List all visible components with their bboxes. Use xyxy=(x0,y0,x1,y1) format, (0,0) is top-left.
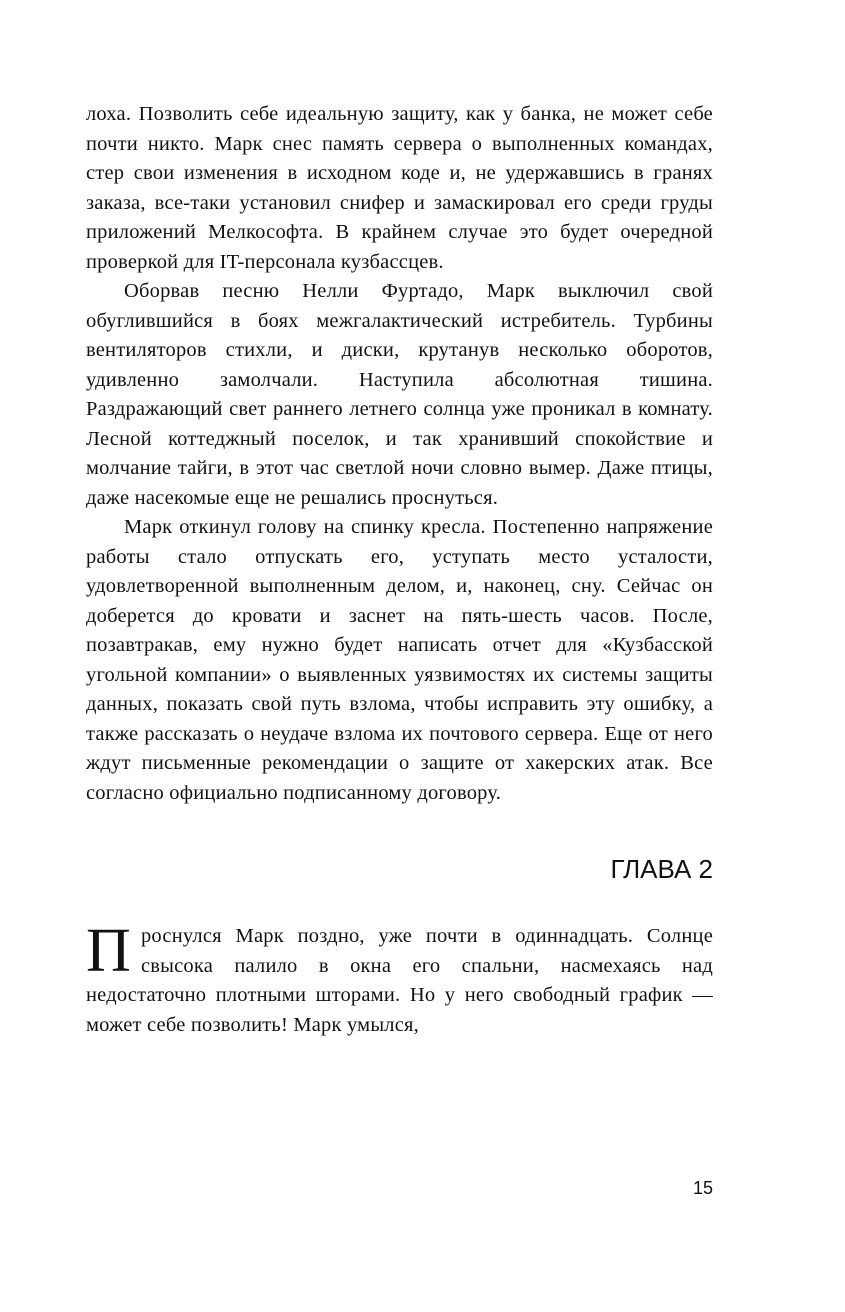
chapter-heading: ГЛАВА 2 xyxy=(610,854,713,884)
opening-paragraph-text: роснулся Марк поздно, уже почти в одиннадцать. Солнце свысока палило в окна его спальни, насмехаясь над недостаточно плотными шторами. Но у него свободный график — может себе позволить! Марк умылся, xyxy=(86,925,713,1036)
paragraph: Марк откинул голову на спинку кресла. Постепенно напряжение работы стало отпускать его, уступать место усталости, удовлетворенной выполненным делом, и, наконец, сну. Сейчас он доберется до кровати и заснет на пять-шесть часов. После, позавтракав, ему нужно будет написать отчет для «Кузбасской угольной компании» о выявленных уязвимостях их системы защиты данных, показать свой путь взлома, чтобы исправить эту ошибку, а также рассказать о неудаче взлома их почтового сервера. Еще от него ждут письменные рекомендации о защите от хакерских атак. Все согласно официально подписанному договору. xyxy=(86,516,713,804)
paragraph: Оборвав песню Нелли Фуртадо, Марк выключил свой обуглившийся в боях межгалактический истребитель. Турбины вентиляторов стихли, и диски, крутанув несколько оборотов, удивленно замолчали. Наступила абсолютная тишина. Раздражающий свет раннего летнего солнца уже проникал в комнату. Лесной коттеджный поселок, и так хранивший спокойствие и молчание тайги, в этот час светлой ночи словно вымер. Даже птицы, даже насекомые еще не решались проснуться. xyxy=(86,280,713,509)
page-number: 15 xyxy=(692,1178,713,1198)
page-text-block xyxy=(86,100,713,1040)
drop-cap-letter: П xyxy=(86,917,131,985)
chapter-opening-paragraph xyxy=(86,917,713,1040)
paragraph-continuation: лоха. Позволить себе идеальную защиту, как у банка, не может себе почти никто. Марк снес память сервера о выполненных командах, стер свои изменения в исходном коде и, не удержавшись в гранях заказа, все-таки установил снифер и замаскировал его среди груды приложений Мелкософта. В крайнем случае это будет очередной проверкой для IT-персонала кузбассцев. xyxy=(86,103,713,273)
